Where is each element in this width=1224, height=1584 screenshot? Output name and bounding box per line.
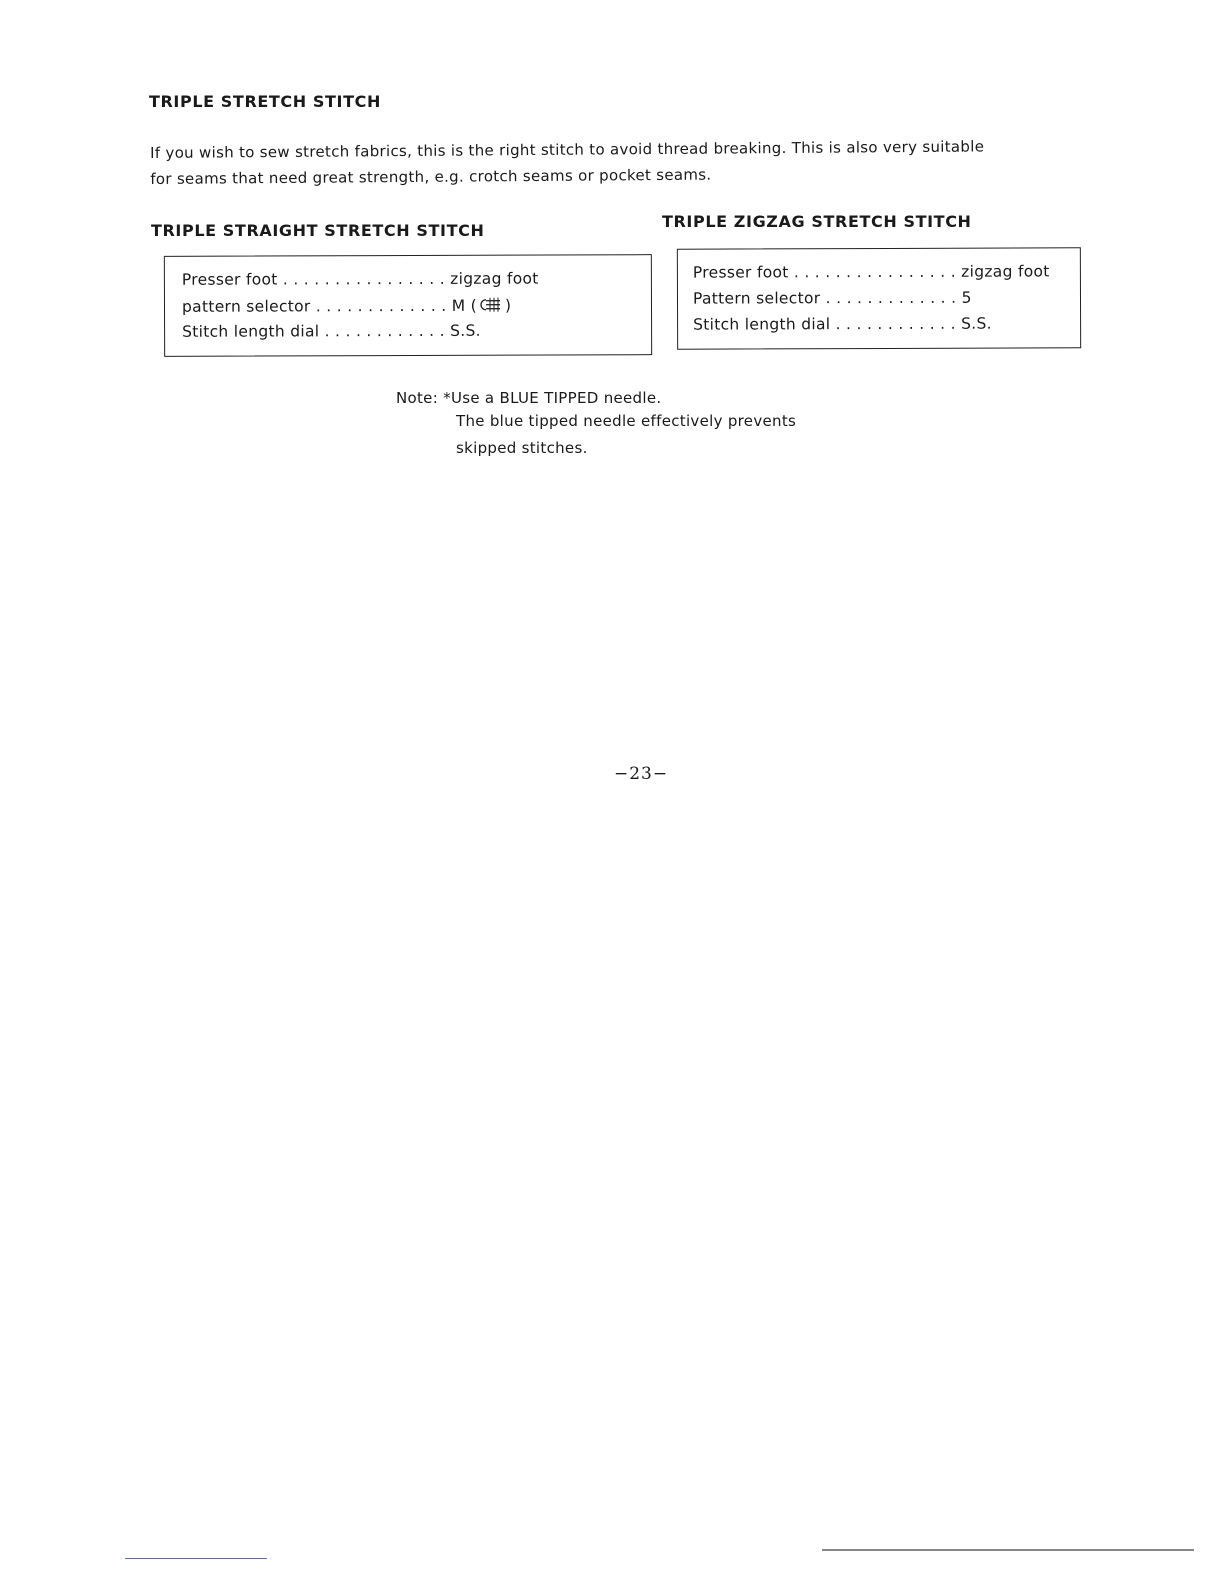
bottom-right-rule <box>822 1549 1194 1551</box>
row-value-suffix: ) <box>504 296 512 315</box>
bottom-left-rule <box>125 1558 267 1559</box>
note-line-1: *Use a BLUE TIPPED needle. <box>443 389 662 407</box>
straight-row-pattern-selector <box>182 296 511 316</box>
row-value: M ( <box>451 296 478 315</box>
straight-row-stitch-length <box>182 322 481 341</box>
zigzag-stitch-heading: TRIPLE ZIGZAG STRETCH STITCH <box>662 212 972 231</box>
row-value: zigzag foot <box>450 269 539 288</box>
note-line-2: The blue tipped needle effectively prevents <box>456 412 797 430</box>
row-label: Presser foot <box>181 270 278 289</box>
row-dots: . . . . . . . . . . . . . . . . <box>793 262 956 282</box>
note-label: Note: <box>396 389 439 407</box>
zigzag-row-stitch-length <box>693 315 992 334</box>
zigzag-settings-box <box>677 247 1081 349</box>
row-value: zigzag foot <box>961 262 1050 281</box>
row-dots: . . . . . . . . . . . . . . . . <box>282 269 445 289</box>
row-dots: . . . . . . . . . . . . . <box>825 288 957 308</box>
page-title: TRIPLE STRETCH STITCH <box>149 92 381 111</box>
page-number: −23− <box>614 764 669 784</box>
row-value: S.S. <box>450 321 481 340</box>
row-label: pattern selector <box>181 297 311 316</box>
note-line-3: skipped stitches. <box>456 439 588 457</box>
row-dots: . . . . . . . . . . . . <box>835 314 956 334</box>
straight-settings-box <box>164 254 652 357</box>
intro-line-2: for seams that need great strength, e.g. crotch seams or pocket seams. <box>150 165 712 188</box>
row-value: S.S. <box>961 314 992 333</box>
row-label: Stitch length dial <box>693 315 831 334</box>
intro-line-1: If you wish to sew stretch fabrics, this is the right stitch to avoid thread breaking. This is also very suitable <box>150 137 985 162</box>
row-value: 5 <box>961 288 972 307</box>
row-label: Presser foot <box>692 263 789 282</box>
row-label: Pattern selector <box>692 289 821 308</box>
triple-straight-stitch-icon <box>478 296 504 314</box>
intro-paragraph <box>150 133 1080 192</box>
row-label: Stitch length dial <box>182 322 320 341</box>
straight-row-presser-foot <box>182 270 539 289</box>
row-dots: . . . . . . . . . . . . . <box>315 296 447 316</box>
zigzag-row-presser-foot <box>693 262 1050 281</box>
row-dots: . . . . . . . . . . . . <box>324 321 445 341</box>
zigzag-row-pattern-selector <box>693 289 972 308</box>
straight-stitch-heading: TRIPLE STRAIGHT STRETCH STITCH <box>151 221 485 240</box>
